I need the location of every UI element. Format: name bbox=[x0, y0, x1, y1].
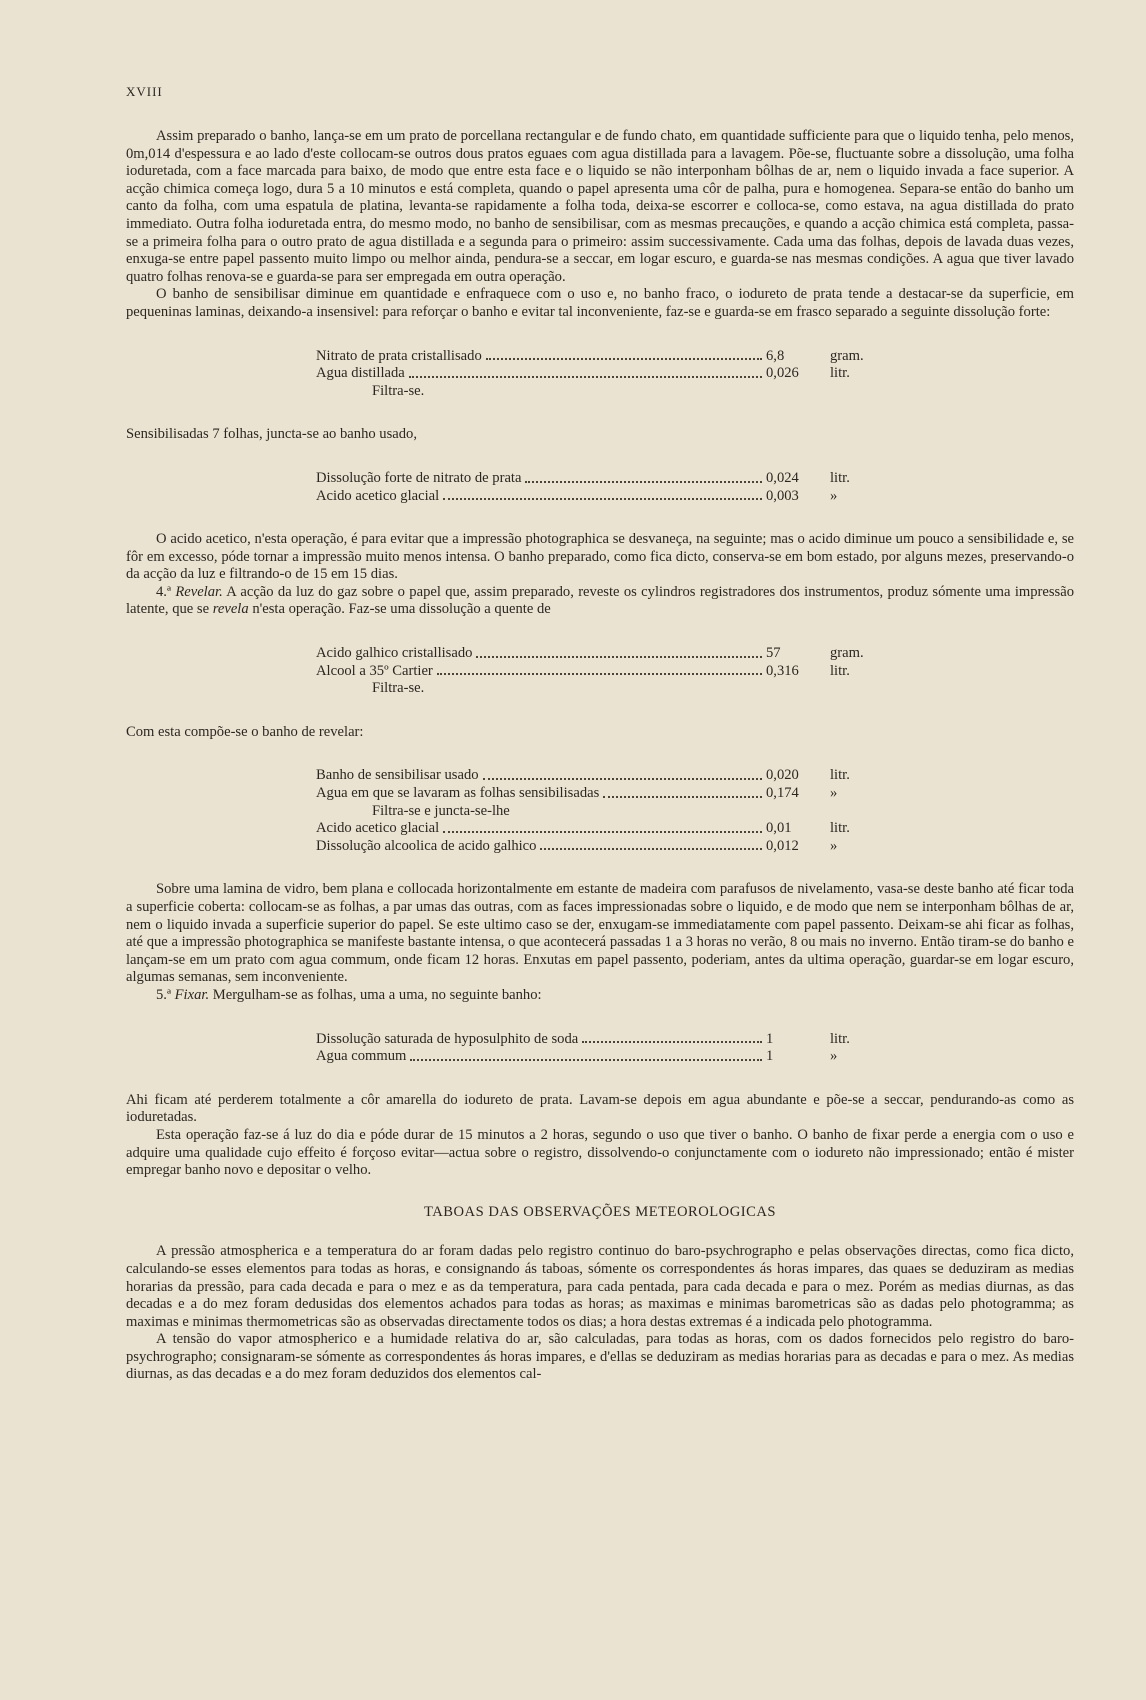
ingredient-unit: litr. bbox=[830, 1030, 850, 1047]
paragraph: O acido acetico, n'esta operação, é para evitar que a impressão photographica se desvaneça, na seguinte; mas o acido diminue um pouco a sensibilidade e, se fôr em excesso, póde tornar a impressão muito menos intensa. O banho preparado, como fica dicto, conserva-se em bom estado, por alguns mezes, preservando-o da acção da luz e filtrando-o de 15 em 15 dias. bbox=[126, 531, 1074, 583]
paragraph: Esta operação faz-se á luz do dia e póde durar de 15 minutos a 2 horas, segundo o uso que tiver o banho. O banho de fixar perde a energia com o uso e adquire uma qualidade cujo effeito é forçoso evitar—actua sobre o registro, dissolvendo-o conjunctamente com o iodureto não impressionado; então é mister empregar banho novo e depositar o velho. bbox=[126, 1126, 1074, 1179]
recipe-note: Filtra-se. bbox=[372, 680, 425, 697]
ingredient-unit: gram. bbox=[830, 347, 864, 364]
paragraph: Ahi ficam até perderem totalmente a côr amarella do iodureto de prata. Lavam-se depois em agua abundante e põe-se a seccar, pendurando-as como as ioduretadas. bbox=[126, 1091, 1074, 1126]
step-text: Mergulham-se as folhas, uma a uma, no seguinte banho: bbox=[212, 986, 542, 1003]
leader-dots bbox=[410, 1059, 762, 1061]
recipe-strong-solution bbox=[316, 348, 878, 401]
recipe-row bbox=[316, 838, 878, 856]
paragraph: A pressão atmospherica e a temperatura do ar foram dadas pelo registro continuo do baro-psychrographo e pelas observações directas, como fica dicto, calculando-se esses elementos para todas as horas, e consignando ás taboas, sómente os correspondentes ás horas impares, das quaes se deduziram as medias horarias da pressão, para cada decada e para o mez e as da temperatura, para cada pentada, para cada decada e para o mez. Porém as medias diurnas, as das decadas e a do mez foram dedusidas dos elementos achados para todas as horas; as maximas e minimas barometricas são as dadas pelo photogramma; as maximas e minimas thermometricas são as observadas directamente todos os dias; a hora destas extremas é a indicada pelo photogramma. bbox=[126, 1243, 1074, 1330]
ingredient-unit: litr. bbox=[830, 365, 850, 382]
recipe-row bbox=[316, 785, 878, 803]
paragraph: Sensibilisadas 7 folhas, juncta-se ao banho usado, bbox=[126, 426, 418, 443]
ingredient-quantity: 6,8 bbox=[766, 347, 785, 364]
ingredient-quantity: 0,026 bbox=[766, 365, 799, 382]
ingredient-unit: » bbox=[830, 1048, 838, 1065]
ingredient-name: Acido galhico cristallisado bbox=[316, 645, 473, 662]
recipe-row bbox=[316, 1048, 878, 1066]
page-number: XVIII bbox=[126, 84, 163, 99]
ingredient-quantity: 1 bbox=[766, 1030, 774, 1047]
ingredient-unit: litr. bbox=[830, 767, 850, 784]
recipe-row bbox=[316, 365, 878, 383]
ingredient-quantity: 1 bbox=[766, 1048, 774, 1065]
recipe-row bbox=[316, 1031, 878, 1049]
step-number: 5.ª bbox=[156, 986, 171, 1003]
emphasis: revela bbox=[212, 601, 249, 618]
ingredient-name: Dissolução alcoolica de acido galhico bbox=[316, 837, 537, 854]
recipe-note: Filtra-se e juncta-se-lhe bbox=[372, 802, 510, 819]
ingredient-unit: » bbox=[830, 487, 838, 504]
ingredient-quantity: 0,012 bbox=[766, 837, 799, 854]
ingredient-quantity: 0,01 bbox=[766, 820, 792, 837]
paragraph: Sobre uma lamina de vidro, bem plana e collocada horizontalmente em estante de madeira com parafusos de nivelamento, vasa-se deste banho até ficar toda a superficie coberta: collocam-se as folhas, a par umas das outras, com as faces impressionadas sobre o liquido, e de modo que nem se interponham bôlhas de ar, nem o liquido invada a superficie superior do papel. Se este ultimo caso se der, enxugam-se immediatamente com papel passento. Deixam-se ahi ficar as folhas, até que a impressão photographica se manifeste bastante intensa, o que acontecerá passadas 1 a 3 horas no verão, 8 ou mais no inverno. Então tiram-se do banho e lançam-se em um prato com agua commum, onde ficam 12 horas. Enxutas em papel passento, poderiam, antes da ultima operação, guardar-se em logar escuro, algumas semanas, sem inconveniente. bbox=[126, 881, 1074, 986]
section-heading: TABOAS DAS OBSERVAÇÕES METEOROLOGICAS bbox=[424, 1203, 776, 1220]
paragraph: Com esta compõe-se o banho de revelar: bbox=[126, 723, 364, 740]
step-title: Revelar. bbox=[175, 583, 223, 600]
ingredient-name: Alcool a 35º Cartier bbox=[316, 662, 433, 679]
ingredient-unit: litr. bbox=[830, 820, 850, 837]
leader-dots bbox=[437, 673, 762, 675]
paragraph: Assim preparado o banho, lança-se em um prato de porcellana rectangular e de fundo chato, em quantidade sufficiente para que o liquido tenha, pelo menos, 0m,014 d'espessura e ao lado d'este collocam-se outros dous pratos eguaes com agua distillada para a lavagem. Põe-se, fluctuante sobre a dissolução, uma folha ioduretada, com a face marcada para baixo, de modo que entre esta face e o liquido se não interponham bôlhas de ar, nem o liquido invada a face superior. A acção chimica começa logo, dura 5 a 10 minutos e está completa, quando o papel apresenta uma côr de palha, pura e homogenea. Separa-se então do banho um canto da folha, com uma espatula de platina, levanta-se rapidamente a folha toda, deixa-se escorrer e colloca-se, como estava, na agua distillada do prato immediato. Outra folha ioduretada entra, do mesmo modo, no banho de sensibilisar, com as mesmas precauções, e quando a acção chimica está completa, passa-se a primeira folha para o outro prato de agua distillada e a segunda para o primeiro: assim successivamente. Cada uma das folhas, depois de lavada duas vezes, enxuga-se entre papel passento muito limpo ou melhor ainda, pendura-se a seccar, em logar escuro, e guarda-se nas mesmas condições. A agua que tiver lavado quatro folhas renova-se e guarda-se para ser empregada em outra operação. bbox=[126, 128, 1074, 285]
ingredient-name: Banho de sensibilisar usado bbox=[316, 767, 479, 784]
paragraph: O banho de sensibilisar diminue em quantidade e enfraquece com o uso e, no banho fraco, o iodureto de prata tende a destacar-se da superficie, em pequeninas laminas, deixando-a insensivel: para reforçar o banho e evitar tal inconveniente, faz-se e guarda-se em frasco separado a seguinte dissolução forte: bbox=[126, 286, 1074, 320]
step-number: 4.ª bbox=[156, 583, 171, 600]
ingredient-quantity: 57 bbox=[766, 645, 781, 662]
recipe-fixing-bath bbox=[316, 1031, 878, 1066]
ingredient-quantity: 0,024 bbox=[766, 469, 799, 486]
leader-dots bbox=[483, 778, 762, 780]
leader-dots bbox=[443, 831, 762, 833]
recipe-row bbox=[316, 470, 878, 488]
ingredient-name: Agua em que se lavaram as folhas sensibilisadas bbox=[316, 785, 600, 802]
ingredient-quantity: 0,174 bbox=[766, 785, 799, 802]
recipe-developing-bath bbox=[316, 767, 878, 855]
ingredient-quantity: 0,020 bbox=[766, 767, 799, 784]
leader-dots bbox=[443, 498, 762, 500]
recipe-row bbox=[316, 348, 878, 366]
leader-dots bbox=[582, 1041, 762, 1043]
paragraph bbox=[126, 584, 1074, 619]
recipe-note: Filtra-se. bbox=[372, 382, 425, 399]
ingredient-quantity: 0,316 bbox=[766, 662, 799, 679]
ingredient-unit: » bbox=[830, 785, 838, 802]
step-title: Fixar. bbox=[174, 986, 210, 1003]
paragraph bbox=[126, 987, 1074, 1005]
leader-dots bbox=[409, 376, 762, 378]
recipe-row bbox=[316, 645, 878, 663]
ingredient-name: Acido acetico glacial bbox=[316, 487, 440, 504]
recipe-row bbox=[316, 488, 878, 506]
ingredient-name: Dissolução forte de nitrato de prata bbox=[316, 469, 522, 486]
ingredient-unit: litr. bbox=[830, 469, 850, 486]
recipe-row bbox=[316, 820, 878, 838]
leader-dots bbox=[603, 796, 762, 798]
ingredient-quantity: 0,003 bbox=[766, 487, 799, 504]
step-text: A acção da luz do gaz sobre o papel que, assim preparado, reveste os cylindros registradores dos instrumentos, produz sómente uma impressão latente, que se bbox=[126, 583, 1075, 618]
recipe-row bbox=[316, 767, 878, 785]
ingredient-name: Dissolução saturada de hyposulphito de soda bbox=[316, 1030, 579, 1047]
ingredient-name: Agua commum bbox=[316, 1048, 407, 1065]
leader-dots bbox=[540, 848, 762, 850]
recipe-gallic-solution bbox=[316, 645, 878, 698]
ingredient-unit: gram. bbox=[830, 645, 864, 662]
step-text: n'esta operação. Faz-se uma dissolução a quente de bbox=[252, 601, 551, 618]
page-body bbox=[126, 128, 1074, 1384]
recipe-row bbox=[316, 663, 878, 681]
ingredient-name: Nitrato de prata cristallisado bbox=[316, 347, 482, 364]
ingredient-name: Agua distillada bbox=[316, 365, 405, 382]
ingredient-unit: litr. bbox=[830, 662, 850, 679]
recipe-addition bbox=[316, 470, 878, 505]
leader-dots bbox=[525, 481, 762, 483]
leader-dots bbox=[486, 358, 762, 360]
ingredient-name: Acido acetico glacial bbox=[316, 820, 440, 837]
leader-dots bbox=[476, 656, 762, 658]
paragraph: A tensão do vapor atmospherico e a humidade relativa do ar, são calculadas, para todas as horas, com os dados fornecidos pelo registro do baro-psychrographo; consignaram-se sómente as correspondentes ás horas impares, e d'ellas se deduziram as medias horarias para as decadas e para o mez. As medias diurnas, as das decadas e a do mez foram deduzidos dos elementos cal- bbox=[126, 1331, 1074, 1383]
ingredient-unit: » bbox=[830, 837, 838, 854]
